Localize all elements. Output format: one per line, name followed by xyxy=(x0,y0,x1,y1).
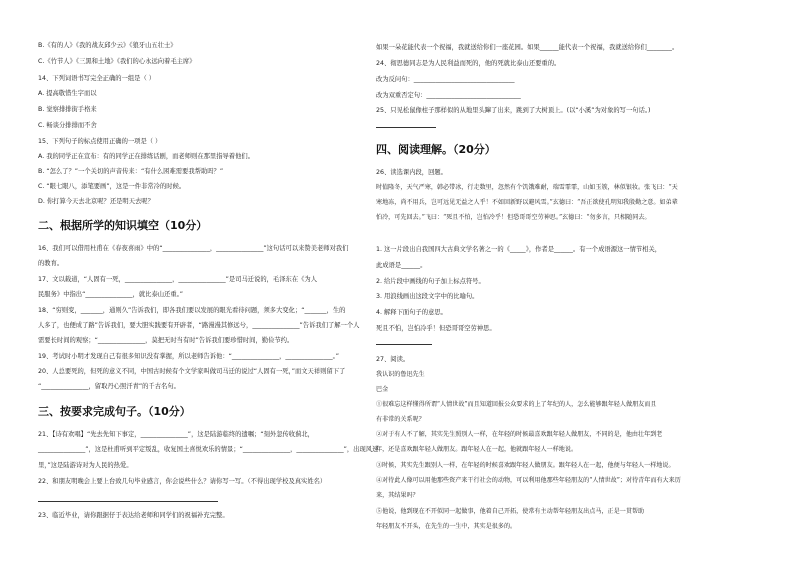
question-line: 里，”这是陆游诗对为人民的热爱。 xyxy=(38,462,133,469)
section-heading: 三、按要求完成句子。（10分） xyxy=(38,405,191,418)
question-line: 2. 给片段中画线的句子加上标点符号。 xyxy=(376,278,485,285)
question-line: 19、考试时小明才发现自己有很多知识没有掌握，所以老师告诉他：“_______________，_______________。” xyxy=(38,353,340,360)
question-line: C. 畅谈分排排而不舍 xyxy=(38,122,97,129)
question-line: 24、彻思德同志是为人民利益而死的，他的死就比泰山还要重的。 xyxy=(376,60,561,67)
question-line: “_______________，留取丹心照汗青”的千古名句。 xyxy=(38,383,180,390)
answer-line xyxy=(376,127,436,128)
question-line: C.《竹节人》《三黑和土地》《我们的心永远向着毛主席》 xyxy=(38,58,196,65)
question-line: 时值隆冬，天气严寒，韩必带冰，行走数里，忽然有个饥饿难耐，瑞雪霏霏，山如玉簇，林似银妆。张飞曰：“天 xyxy=(376,184,678,191)
question-line: 1. 这一片段出自我国四大古典文学名著之一的《_____》，作者是______。有一个成语源这一情节相关， xyxy=(376,246,662,253)
question-line: A. 提高敬惜生字而以 xyxy=(38,90,97,97)
question-line: 20、人总要死的，但死的意义不同，中国古时候有个文学家叫做司马迁的说过“人固有一死，”而文天祥则留下了 xyxy=(38,368,346,375)
question-line: 25、只见松鼠像柱子那样似的从地里头蹿了出来，跳到了大树顶上。(以“小溪”为对象的写一句话。) xyxy=(376,107,651,114)
question-line: 15、下列句子的标点使用正确的一项是（ ） xyxy=(38,138,162,145)
question-line: B. 觉察排排街手格来 xyxy=(38,106,97,113)
question-line: 17、文以载道，“人固有一死，_______________，_______________”是司马迁说的，毛泽东在《为人 xyxy=(38,276,318,283)
question-line: 3. 用浪线画出这段文字中的比喻句。 xyxy=(376,293,479,300)
question-line: 人多了，也便成了路”告诉我们，要大胆实践要有开辟者，“路漫漫其修远兮，_______________”告诉我们了解一个人 xyxy=(38,322,360,329)
question-line: 16、我们可以借用杜甫在《春夜喜雨》中的“_______________，_______________”这句话可以来赞美老师对我们 xyxy=(38,245,349,252)
answer-line xyxy=(376,344,432,345)
section-heading: 四、阅读理解。（20分） xyxy=(376,143,496,156)
question-line: 18、“穷则变，_______，通则久”告诉我们，即各我们要以发展的眼光看待问题，须多大变化；“_______，生的 xyxy=(38,307,346,314)
question-line: 22、和朋友明晚会上要上台致几句毕业感言，你会说些什么？请你写一写。（不得出现学校及真实姓名） xyxy=(38,478,327,485)
question-line: ②对于有人不了解，其实先生照别人一样，在年轻的时候最喜欢跟年轻人做朋友，不同的是，他由壮年到老 xyxy=(376,431,663,438)
question-line: 改为反问句：________________________________ xyxy=(376,76,515,83)
question-line: 14、下列词语书写完全正确的一组是（ ） xyxy=(38,75,156,82)
question-line: _______________”，这是杜甫听到平定叛乱，收复国土喜悦欢乐的情景；“_______________，_______________”，出现风速 xyxy=(38,446,379,453)
question-line: 来，其结果吗？ xyxy=(376,492,419,499)
question-line: B. “怎么了？”一个关切的声音传来：“有什么困难需要我帮助吗？” xyxy=(38,168,224,175)
question-line: 有非常的关系呢？ xyxy=(376,416,425,423)
section-heading: 二、根据所学的知识填空（10分） xyxy=(38,219,208,232)
question-line: 民服务》中指出“_______________，就比泰山还重。” xyxy=(38,291,184,298)
question-line: 27、阅读。 xyxy=(376,356,410,363)
question-line: 巴金 xyxy=(376,386,389,393)
question-line: 寒地冻，尚不用兵，岂可远见无益之人乎！不如回新野以避风雪。”玄德曰：“吾正欲使孔明知我殷勤之意。如弟辈 xyxy=(376,199,678,206)
question-line: ③时候，其实先生跟别人一样，在年轻的时候喜欢跟年轻人做朋友。跟年轻人在一起，他便与年轻人一样地说。 xyxy=(376,462,675,469)
question-line: ①很难忘这样懂得所谓“人情世故”而且知道回报公众要求的上了年纪的人，怎么能够跟年轻人做朋友而且 xyxy=(376,401,657,408)
question-line: 此成语是______。 xyxy=(376,262,427,269)
question-line: 26、读选课内段，回题。 xyxy=(376,169,447,176)
question-line: 21、【诗有欢唱】“先去先知下事定，_______________”，这是陆游临终的遗嘱；“刻外忽传收蓟北， xyxy=(38,431,314,438)
question-line: 我认识的鲁迅先生 xyxy=(376,371,425,378)
question-line: 年，还是喜欢跟年轻人做朋友。跟年轻人在一起，他就跟年轻人一样地说。 xyxy=(376,446,578,453)
question-line: A. 我的同学正在宣布：有的同学正在排练话剧，而老师则在那里指导着他们。 xyxy=(38,153,254,160)
answer-line xyxy=(38,501,218,502)
question-line: 如果一朵花能代表一个祝福，我就送给你们一座花园。如果______能代表一个祝福，我就送给你们________。 xyxy=(376,44,679,51)
question-line: C. “眼七眼八，添笔要画”，这是一件非常冷的时候。 xyxy=(38,183,186,190)
question-line: D. 你打算今天去北京呢？还是明天去呢？ xyxy=(38,198,154,205)
question-line: 23、临近毕业，请你跟据仔于表达给老师和同学们的祝福补充完整。 xyxy=(38,512,229,519)
question-line: 的教育。 xyxy=(38,260,64,267)
question-line: 年轻朋友不开头，在先生的一生中，其实是很多的。 xyxy=(376,523,517,530)
question-line: 改为双重否定句：______________________________ xyxy=(376,92,521,99)
question-line: 需要长时间的观察；“_______________，莫把无时当有时”告诉我们要珍惜时间，勤俭节约。 xyxy=(38,337,294,344)
question-line: B.《有的人》《我的战友邱少云》《狼牙山五壮士》 xyxy=(38,42,177,49)
question-line: ⑤他说，他到现在不开似同一起做事，他着自己开拓，使常有主动帮年轻朋友出点马，正是一贯帮助 xyxy=(376,508,645,515)
question-line: ④对待此人像可以用他那些资产来干行社会的动物，可以利用他那些年轻朋友的“人情世故”；对待青年而有大来历 xyxy=(376,477,681,484)
question-line: 4. 解释下面句子的意思。 xyxy=(376,309,447,316)
question-line: 怕冷，可先回去。”飞曰：“死且不怕，岂怕冷乎！但恐哥哥空劳神思。”玄德曰：“勿多言，只相随同去。 xyxy=(376,214,651,221)
question-line: 死且不怕，岂怕冷乎！但恐哥哥空劳神思。 xyxy=(376,325,496,332)
